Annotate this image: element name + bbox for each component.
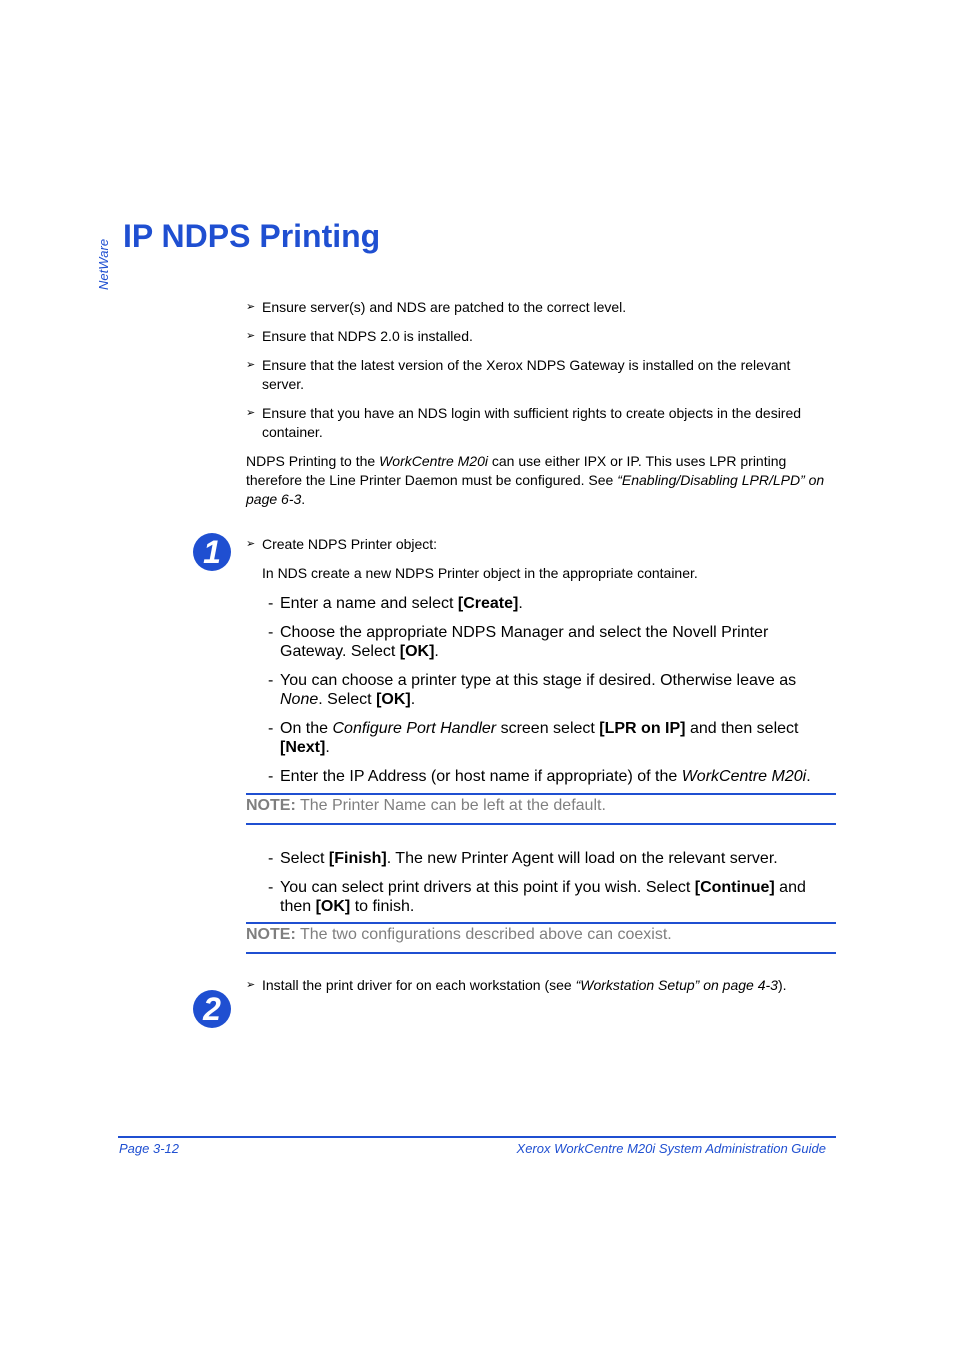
page-number: Page 3-12: [119, 1141, 179, 1156]
cross-reference-link[interactable]: “Workstation Setup” on page 4-3: [575, 977, 778, 993]
step-1-item: - Enter a name and select [Create].: [268, 595, 523, 612]
step-1-item: - Enter the IP Address (or host name if appropriate) of the WorkCentre M20i.: [268, 768, 811, 785]
step-1-number: 1: [203, 534, 221, 570]
arrow-icon: ➢: [246, 979, 256, 991]
step-2-bullet: ➢ Install the print driver for on each workstation (see “Workstation Setup” on page 4-3).: [246, 977, 787, 993]
arrow-icon: ➢: [246, 359, 256, 371]
side-tab-label: NetWare: [96, 238, 111, 290]
step-1-item: - On the Configure Port Handler screen select [LPR on IP] and then select [Next].: [268, 720, 799, 756]
cross-reference-link[interactable]: “Enabling/Disabling LPR/LPD” on page 6-3: [246, 472, 825, 507]
prereq-item: ➢ Ensure server(s) and NDS are patched to the correct level.: [246, 299, 627, 315]
note-box: NOTE: The two configurations described above can coexist.: [246, 922, 836, 954]
step-2-number: 2: [203, 991, 221, 1027]
arrow-icon: ➢: [246, 301, 256, 313]
arrow-icon: ➢: [246, 407, 256, 419]
step-1-item: - Choose the appropriate NDPS Manager and select the Novell Printer Gateway. Select [OK].: [268, 624, 769, 660]
step-1-item: - You can select print drivers at this point if you wish. Select [Continue] and then [OK] to finish.: [268, 879, 806, 915]
step-1-icon: [192, 532, 232, 572]
step-1-sub: In NDS create a new NDPS Printer object in the appropriate container.: [262, 565, 698, 581]
note-box: NOTE: The Printer Name can be left at the default.: [246, 793, 836, 825]
step-1-item: - Select [Finish]. The new Printer Agent will load on the relevant server.: [268, 850, 778, 867]
intro-paragraph: NDPS Printing to the WorkCentre M20i can use either IPX or IP. This uses LPR printing therefore the Line Printer Daemon must be configured. See “Enabling/Disabling LPR/LPD” on page 6-3.: [246, 453, 825, 507]
prereq-item: ➢ Ensure that NDPS 2.0 is installed.: [246, 328, 473, 344]
prereq-item: ➢ Ensure that the latest version of the Xerox NDPS Gateway is installed on the relevant server.: [246, 357, 791, 392]
footer: [118, 1136, 836, 1156]
side-tab: [86, 226, 111, 290]
step-2-icon: [192, 989, 232, 1029]
arrow-icon: ➢: [246, 538, 256, 550]
arrow-icon: ➢: [246, 330, 256, 342]
step-1-item: - You can choose a printer type at this stage if desired. Otherwise leave as None. Select [OK].: [268, 672, 797, 708]
page-title: IP NDPS Printing: [123, 218, 381, 254]
prereq-item: ➢ Ensure that you have an NDS login with sufficient rights to create objects in the desired container.: [246, 405, 802, 440]
main-content: [246, 298, 836, 1005]
step-1-bullet: ➢ Create NDPS Printer object:: [246, 536, 438, 552]
document-title: Xerox WorkCentre M20i System Administration Guide: [516, 1141, 826, 1156]
